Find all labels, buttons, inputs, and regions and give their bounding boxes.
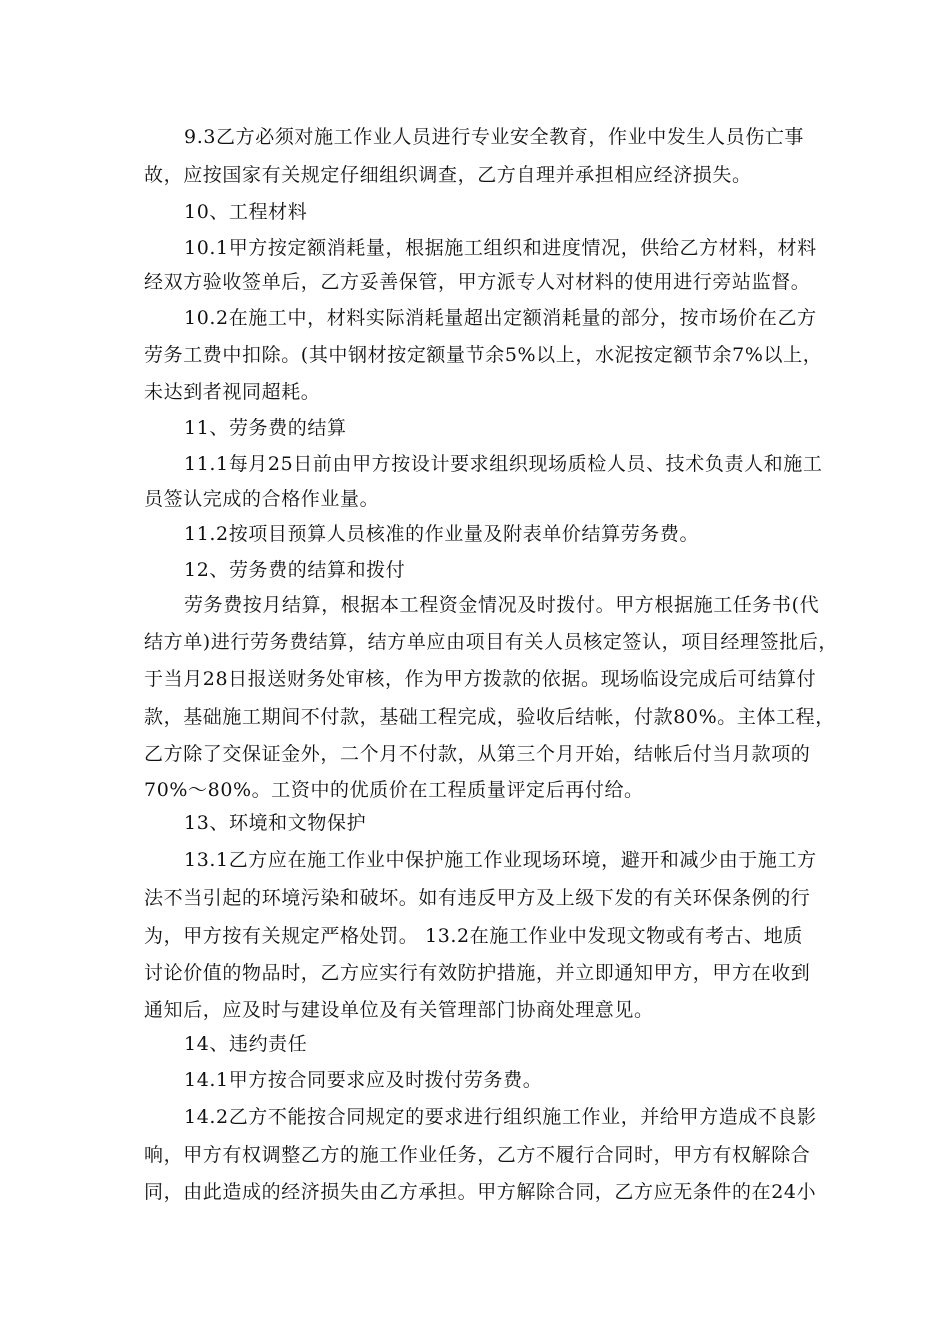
paragraph-13-1-line-3: 为，甲方按有关规定严格处罚。 13.2在施工作业中发现文物或有考古、地质 — [144, 925, 803, 947]
paragraph-12-line-4: 款，基础施工期间不付款，基础工程完成，验收后结帐，付款80%。主体工程， — [144, 706, 835, 728]
paragraph-9-3-line-2: 故，应按国家有关规定仔细组织调查，乙方自理并承担相应经济损失。 — [144, 164, 752, 186]
paragraph-12-line-2: 结方单)进行劳务费结算，结方单应由项目有关人员核定签认，项目经理签批后， — [144, 631, 839, 653]
paragraph-13-2-line-1: 讨论价值的物品时，乙方应实行有效防护措施，并立即通知甲方，甲方在收到 — [144, 962, 811, 984]
paragraph-13-1-line-2: 法不当引起的环境污染和破坏。如有违反甲方及上级下发的有关环保条例的行 — [144, 887, 811, 909]
paragraph-9-3-line-1: 9.3乙方必须对施工作业人员进行专业安全教育，作业中发生人员伤亡事 — [184, 126, 805, 148]
paragraph-10-1-line-1: 10.1甲方按定额消耗量，根据施工组织和进度情况，供给乙方材料，材料 — [184, 237, 817, 259]
paragraph-11-2: 11.2按项目预算人员核准的作业量及附表单价结算劳务费。 — [184, 523, 700, 545]
paragraph-10-1-line-2: 经双方验收签单后，乙方妥善保管，甲方派专人对材料的使用进行旁站监督。 — [144, 271, 811, 293]
paragraph-14-2-line-1: 14.2乙方不能按合同规定的要求进行组织施工作业，并给甲方造成不良影 — [184, 1106, 817, 1128]
section-14-heading: 14、违约责任 — [184, 1033, 308, 1055]
paragraph-12-line-1: 劳务费按月结算，根据本工程资金情况及时拨付。甲方根据施工任务书(代 — [184, 594, 820, 616]
paragraph-11-1-line-2: 员签认完成的合格作业量。 — [144, 488, 380, 510]
paragraph-10-2-line-1: 10.2在施工中，材料实际消耗量超出定额消耗量的部分，按市场价在乙方 — [184, 307, 817, 329]
paragraph-11-1-line-1: 11.1每月25日前由甲方按设计要求组织现场质检人员、技术负责人和施工 — [184, 453, 823, 475]
section-11-heading: 11、劳务费的结算 — [184, 417, 347, 439]
paragraph-14-2-line-2: 响，甲方有权调整乙方的施工作业任务，乙方不履行合同时，甲方有权解除合 — [144, 1144, 811, 1166]
paragraph-12-line-3: 于当月28日报送财务处审核，作为甲方拨款的依据。现场临设完成后可结算付 — [144, 668, 817, 690]
paragraph-13-1-line-1: 13.1乙方应在施工作业中保护施工作业现场环境，避开和减少由于施工方 — [184, 849, 817, 871]
paragraph-13-2-line-2: 通知后，应及时与建设单位及有关管理部门协商处理意见。 — [144, 999, 654, 1021]
paragraph-14-2-line-3: 同，由此造成的经济损失由乙方承担。甲方解除合同，乙方应无条件的在24小 — [144, 1181, 817, 1203]
section-10-heading: 10、工程材料 — [184, 201, 308, 223]
paragraph-14-1: 14.1甲方按合同要求应及时拨付劳务费。 — [184, 1069, 543, 1091]
section-12-heading: 12、劳务费的结算和拨付 — [184, 559, 406, 581]
paragraph-12-line-5: 乙方除了交保证金外，二个月不付款，从第三个月开始，结帐后付当月款项的 — [144, 743, 811, 765]
section-13-heading: 13、环境和文物保护 — [184, 812, 367, 834]
paragraph-10-2-line-2: 劳务工费中扣除。(其中钢材按定额量节余5%以上，水泥按定额节余7%以上， — [144, 344, 823, 366]
paragraph-10-2-line-3: 未达到者视同超耗。 — [144, 381, 321, 403]
paragraph-12-line-6: 70%～80%。工资中的优质价在工程质量评定后再付给。 — [144, 779, 644, 801]
